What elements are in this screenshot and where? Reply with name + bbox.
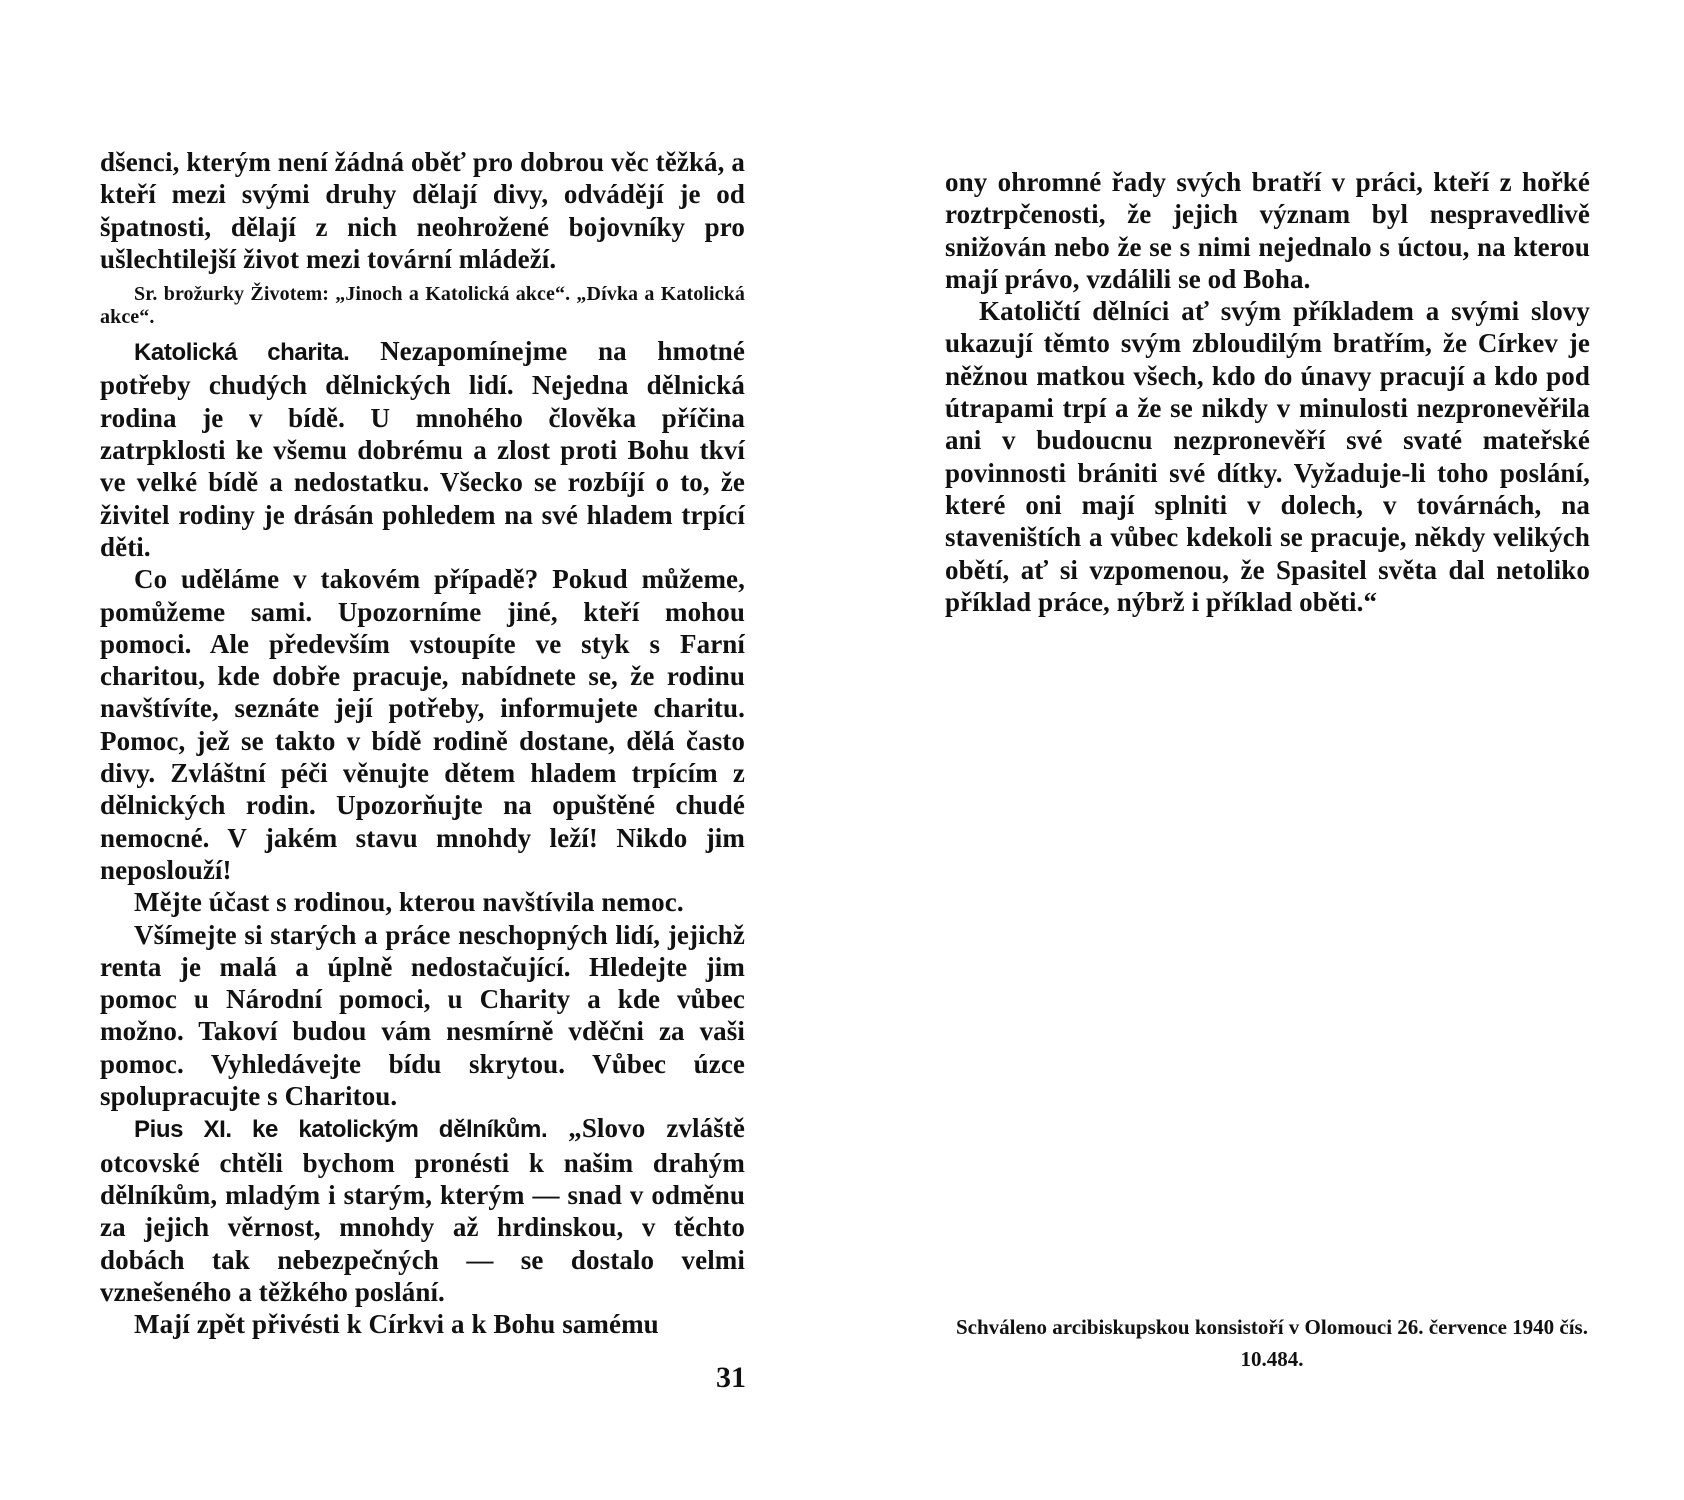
pius-heading: Pius XI. ke katolickým dělníkům. xyxy=(134,1116,548,1144)
pius-paragraph xyxy=(100,1112,745,1308)
catholic-workers-paragraph: Katoličtí dělníci ať svým příkladem a svými slovy ukazují těmto svým zbloudilým bratřím, že Církev je něžnou matkou všech, kdo do únavy pracují a kdo pod útrapami trpí a že se nikdy v minulosti nezpronevěřila ani v budoucnu nezpronevěří své svaté mateřské povinnosti brániti své dítky. Vyžaduje-li toho poslání, které oni mají splniti v dolech, v továrnách, na staveništích a vůbec kdekoli se pracuje, někdy velikých obětí, ať si vzpomenou, že Spasitel světa dal netoliko příklad práce, nýbrž i příklad oběti.“ xyxy=(945,296,1590,617)
left-column-text xyxy=(100,146,745,1340)
mission-paragraph: Mají zpět přivésti k Církvi a k Bohu samému xyxy=(134,1309,659,1340)
right-page xyxy=(842,0,1684,1500)
catholic-charity-paragraph xyxy=(100,335,745,563)
help-paragraph: Co uděláme v takovém případě? Pokud můžeme, pomůžeme sami. Upozorníme jiné, kteří mohou pomoci. Ale především vstoupíte ve styk s Farní charitou, kde dobře pracuje, nabídnete se, že rodinu navštívíte, seznáte její potřeby, informujete charitu. Pomoc, jež se takto v bídě rodině dostane, dělá často divy. Zvláštní péči věnujte dětem hladem trpícím z dělnických rodin. Upozorňujte na opuštěné chudé nemocné. V jakém stavu mnohdy leží! Nikdo jim neposlouží! xyxy=(100,564,745,885)
pius-quote-text: „Slovo zvláště otcovské chtěli bychom pronésti k našim drahým dělníkům, mladým i starým, kterým — snad v odměnu za jejich věrnost, mnohdy až hrdinskou, v těchto dobách tak nebezpečných — se dostalo velmi vznešeného a těžkého poslání. xyxy=(100,1113,745,1307)
sympathy-paragraph: Mějte účast s rodinou, kterou navštívila nemoc. xyxy=(134,887,684,918)
brochure-reference-note: Sr. brožurky Životem: „Jinoch a Katolická akce“. „Dívka a Katolická akce“. xyxy=(100,283,745,329)
right-column-text xyxy=(945,166,1590,618)
continuation-paragraph: dšenci, kterým není žádná oběť pro dobrou věc těžká, a kteří mezi svými druhy dělají divy, odvádějí je od špatnosti, dělají z nich neohrožené bojovníky pro ušlechtilejší život mezi tovární mládeží. xyxy=(100,147,745,274)
elderly-paragraph: Všímejte si starých a práce neschopných lidí, jejichž renta je malá a úplně nedostačující. Hledejte jim pomoc u Národní pomoci, u Charity a kde vůbec možno. Takoví budou vám nesmírně vděčni za vaši pomoc. Vyhledávejte bídu skrytou. Vůbec úzce spolupracujte s Charitou. xyxy=(100,919,745,1112)
approval-note: Schváleno arcibiskupskou konsistoří v Olomouci 26. července 1940 čís. 10.484. xyxy=(956,1315,1588,1371)
catholic-charity-text: Nezapomínejme na hmotné potřeby chudých dělnických lidí. Nejedna dělnická rodina je v bídě. U mnohého člověka příčina zatrpklosti ke všemu dobrému a zlost proti Bohu tkví ve velké bídě a nedostatku. Všecko se rozbíjí o to, že živitel rodiny je drásán pohledem na své hladem trpící děti. xyxy=(100,336,745,562)
brothers-paragraph: ony ohromné řady svých bratří v práci, kteří z hořké roztrpčenosti, že jejich význam byl nespravedlivě snižován nebo že se s nimi nejednalo s úctou, na kterou mají právo, vzdálili se od Boha. xyxy=(945,167,1590,294)
page-number: 31 xyxy=(716,1361,746,1394)
catholic-charity-heading: Katolická charita. xyxy=(134,339,350,367)
